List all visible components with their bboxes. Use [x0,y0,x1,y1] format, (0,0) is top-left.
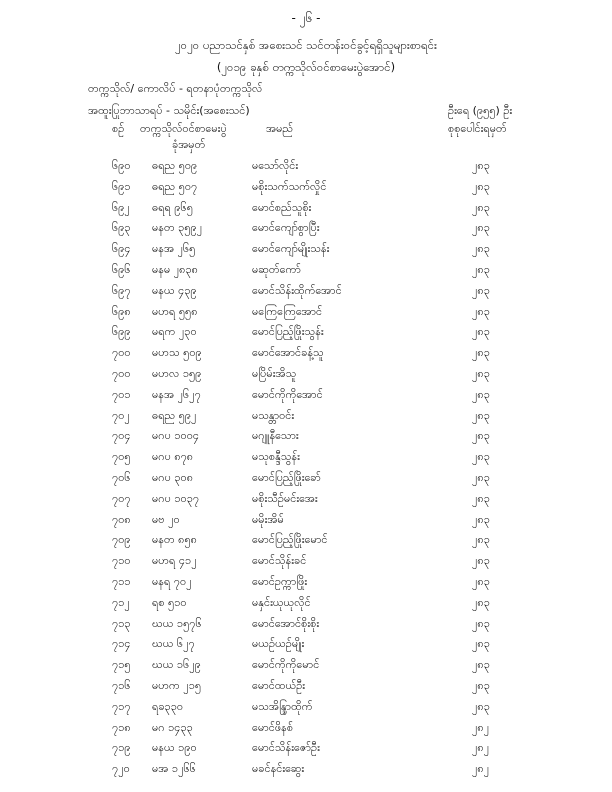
table-row [0,281,612,302]
roll-number: မနယ ၄၃၉ [152,283,197,297]
total-score: ၂၈၂ [472,720,490,734]
row-number: ၇၁၂ [112,595,130,609]
roll-number: မဟသ ၅၀၉ [152,346,202,360]
total-score: ၂၈၃ [472,470,490,484]
row-number: ၆၉၇ [112,283,131,297]
total-score: ၂၈၃ [472,179,490,193]
specialization-line: အထူးပြုဘာသာရပ် - သမိုင်း(အစေးသင်) [88,104,250,117]
table-row [0,198,612,219]
row-number: ၇၀၅ [112,450,131,464]
total-score: ၂၈၃ [472,616,490,630]
total-score: ၂၈၃ [472,325,490,339]
table-row [0,572,612,593]
roll-number: မဗ ၂၀ [152,512,180,526]
row-number: ၆၉၉ [112,325,131,339]
roll-number: မဟရ ၅၅၈ [152,304,198,318]
student-name: မောင်ထယ်ဦး [252,678,306,692]
total-score: ၂၈၃ [472,304,490,318]
roll-number: ဓရရ ၉၆၅ [152,200,193,214]
row-number: ၇၀၂ [112,408,130,422]
row-number: ၇၁၈ [112,720,131,734]
total-score: ၂၈၃ [472,450,490,464]
student-name: မောင်ကျော်စွာပြီး [252,221,320,235]
table-row [0,510,612,531]
row-number: ၇၀၀ [112,366,131,380]
student-name: မောင်စည်သူစိုး [252,200,312,214]
row-number: ၇၁၄ [112,637,131,651]
table-row [0,177,612,198]
roll-number: မဂပ ၁၀၀၄ [152,429,200,443]
table-row [0,406,612,427]
roll-number: မဟက ၂၁၅ [152,678,202,692]
roll-number: မနရ ၇၀၂ [152,574,192,588]
roll-number: မနတ ၃၅၉၂ [152,221,203,235]
table-row [0,447,612,468]
row-number: ၆၉၃ [112,221,131,235]
table-row [0,655,612,676]
student-name: မသအိန္ဒြာထိုက် [252,699,313,713]
total-score: ၂၈၃ [472,159,490,172]
total-score: ၂၈၃ [472,554,490,568]
roll-number: မဂ ၁၄၃၃ [152,720,193,734]
table-row [0,385,612,406]
roll-number: မနယ ၁၉၀ [152,741,197,755]
row-number: ၇၀၈ [112,512,131,526]
table-row [0,634,612,655]
total-score: ၂၈၃ [472,387,490,401]
student-name: မသော်လိုင်း [252,159,299,172]
student-name: မောင်ဖိနစ် [252,720,294,734]
table-row [0,468,612,489]
table-row [0,718,612,739]
total-score: ၂၈၂ [472,762,490,776]
roll-number: ရစ ၅၁၀ [152,595,187,609]
row-number: ၇၁၁ [112,574,131,588]
total-score: ၂၈၃ [472,200,490,214]
table-row [0,302,612,323]
column-header-score: စုစုပေါင်းရမှတ် [448,122,507,135]
total-score: ၂၈၃ [472,512,490,526]
column-header-no: စဉ် [112,122,125,135]
total-score: ၂၈၃ [472,346,490,360]
student-name: မဆုတ်ကော် [252,262,301,276]
roll-number: ဃယ ၁၆၂၉ [152,658,201,672]
table-row [0,530,612,551]
table-row [0,218,612,239]
roll-number: ဃယ ၆၂၇ [152,637,195,651]
row-number: ၆၉၁ [112,179,131,193]
roll-number: မနတ ၈၅၈ [152,533,197,547]
student-name: မကြေကြေအောင် [252,304,323,318]
student-name: မောင်သိုန်းခင် [252,554,307,568]
row-number: ၇၁၉ [112,741,131,755]
table-row [0,676,612,697]
total-score: ၂၈၃ [472,262,490,276]
roll-number: မအ ၁၂၆၆ [152,762,196,776]
student-name: မောင်အောင်စိုးစိုး [252,616,320,630]
table-row [0,593,612,614]
roll-number: မဂပ ၁၀၃၇ [152,491,200,505]
column-header-roll-sub: ခုံအမှတ် [172,138,206,151]
document-title: ၂၀၂၀ ပညာသင်နှစ် အစေးသင် သင်တန်းဝင်ခွင့်ရရှိသူများစာရင်း [175,38,437,52]
column-header-name: အမည် [266,122,294,135]
student-name: မောင်ဥက္ကာဖြိုး [252,574,308,588]
student-name: မောင်သိန်းဇော်ဦး [252,741,320,755]
row-number: ၇၁၃ [112,616,131,630]
table-row [0,426,612,447]
table-row [0,738,612,759]
student-name: မောင်ကျော်မျိုးသန်း [252,242,330,256]
table-row [0,239,612,260]
total-score: ၂၈၃ [472,491,490,505]
roll-number: မဂပ ၃၀၈ [152,470,193,484]
row-number: ၇၀၄ [112,429,131,443]
student-name: မသုစန္ဒီသွန်း [252,450,300,464]
student-name: မောင်ကိုကိုမောင် [252,658,320,672]
total-score: ၂၈၃ [472,366,490,380]
student-name: မပြိမ်းအိသူ [252,366,297,380]
roll-number: ဓရည ၅၀၇ [152,179,198,193]
total-score: ၂၈၃ [472,408,490,422]
table-row [0,551,612,572]
total-score: ၂၈၃ [472,429,490,443]
row-number: ၆၉၈ [112,304,131,318]
total-score: ၂၈၃ [472,637,490,651]
total-score: ၂၈၃ [472,678,490,692]
column-header-roll: တက္ကသိုလ်ဝင်စာမေးပွဲ [140,122,227,135]
student-name: မစိုးသီဉ်မင်းအေး [252,491,318,505]
student-name: မောင်အောင်ခန့်သူ [252,346,324,360]
roll-number: မနမ ၂၈၃၈ [152,262,198,276]
row-number: ၇၁၇ [112,699,131,713]
total-score: ၂၈၃ [472,242,490,256]
total-score: ၂၈၃ [472,574,490,588]
roll-number: မဟရ ၄၁၂ [152,554,197,568]
university-line: တက္ကသိုလ်/ ကောလိပ် - ရတနာပုံတက္ကသိုလ် [88,82,263,95]
table-row [0,343,612,364]
document-subtitle: (၂၀၁၉ ခုနှစ် တက္ကသိုလ်ဝင်စာမေးပွဲအောင်) [216,60,396,74]
roll-number: မဟလ ၁၅၉ [152,366,202,380]
student-name: မသန္တာဝင်း [252,408,295,422]
table-row [0,759,612,780]
total-score: ၂၈၃ [472,221,490,235]
roll-number: ဓရည ၅၀၉ [152,159,198,172]
intake-count: ဦးရေ (၉၅၅) ဦး [448,104,513,117]
student-name: မမိုးအိမ် [252,512,284,526]
roll-number: ဓရည ၅၉၂ [152,408,197,422]
total-score: ၂၈၂ [472,741,490,755]
roll-number: ဃယ ၁၅၇၆ [152,616,202,630]
student-name: မစိုးသက်သက်လှိုင် [252,179,327,193]
student-name: မောင်ပြည့်ဖြိုးခော် [252,470,321,484]
row-number: ၇၁၆ [112,678,131,692]
row-number: ၇၀၀ [112,346,131,360]
table-row [0,322,612,343]
table-row [0,489,612,510]
roll-number: ရခ၃၃၀ [152,699,184,713]
page-number: - ၂၆ - [291,11,321,25]
student-name: မောင်သိန်းထိုက်အောင် [252,283,342,297]
total-score: ၂၈၃ [472,658,490,672]
table-row [0,614,612,635]
table-row [0,697,612,718]
student-name: မနှင်းယုယုလိုင် [252,595,311,609]
row-number: ၆၉၀ [112,159,131,172]
table-row [0,156,612,177]
row-number: ၇၀၆ [112,470,131,484]
roll-number: မနအ ၂၆၂၇ [152,387,201,401]
row-number: ၆၉၄ [112,242,131,256]
total-score: ၂၈၃ [472,533,490,547]
total-score: ၂၈၃ [472,699,490,713]
student-name: မခင်နင်းဆွေး [252,762,305,776]
row-number: ၇၀၉ [112,533,131,547]
row-number: ၆၉၆ [112,262,131,276]
results-table [0,156,612,780]
roll-number: မရက ၂၃၀ [152,325,197,339]
table-row [0,364,612,385]
student-name: မယဉ်ယဉ်မျိုး [252,637,305,651]
roll-number: မနအ ၂၆၅ [152,242,196,256]
row-number: ၇၂၀ [112,762,130,776]
student-name: မောင်ကိုကိုအောင် [252,387,323,401]
row-number: ၇၁၅ [112,658,131,672]
total-score: ၂၈၃ [472,595,490,609]
row-number: ၇၁၀ [112,554,131,568]
student-name: မောင်ပြည့်ဖြိုးမောင် [252,533,328,547]
student-name: မဂျူနီသေား [252,429,299,443]
row-number: ၆၉၂ [112,200,130,214]
table-row [0,260,612,281]
row-number: ၇၀၁ [112,387,131,401]
roll-number: မဂပ ၈၇၈ [152,450,194,464]
total-score: ၂၈၃ [472,283,490,297]
student-name: မောင်ပြည့်ဖြိုးသွန်း [252,325,324,339]
row-number: ၇၀၇ [112,491,131,505]
